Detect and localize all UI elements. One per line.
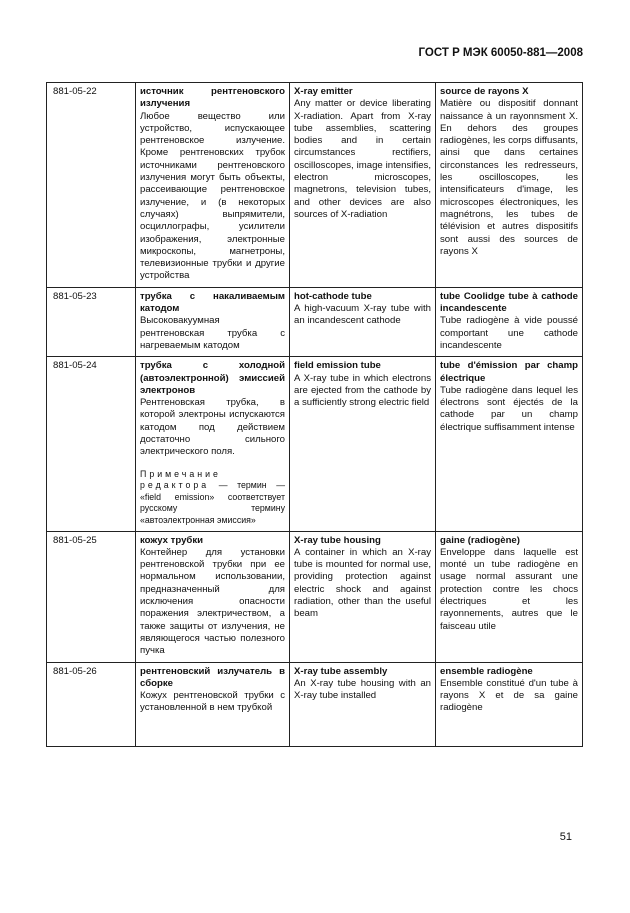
table-row <box>47 531 583 662</box>
editor-note-text: — термин — «field emission» соответствует русскому термину «автоэлектронная эмиссия» <box>140 480 285 525</box>
russian-term: кожух трубки <box>140 534 204 546</box>
english-term: X-ray tube housing <box>294 534 381 546</box>
page-number: 51 <box>559 831 572 843</box>
english-definition: An X-ray tube housing with an X-ray tube installed <box>294 677 431 702</box>
standard-designation: ГОСТ Р МЭК 60050-881—2008 <box>418 47 583 59</box>
english-definition: A X-ray tube in which electrons are ejected from the cathode by a sufficiently strong electric field <box>294 372 431 409</box>
english-definition: Any matter or device liberating X-radiation. Apart from X-ray tube assemblies, scattering bodies and in certain circumstances rectifiers, oscilloscopes, image intensifies, electron microscopes, magnetrons, television tubes, and other devices are also sources of X-radiation <box>294 98 431 220</box>
russian-term: рентгеновский излучатель в сборке <box>140 665 285 689</box>
entry-number: 881-05-22 <box>47 83 136 288</box>
terms-table <box>46 82 583 747</box>
french-term: ensemble radiogène <box>440 665 533 677</box>
english-cell <box>290 662 436 746</box>
russian-cell <box>136 531 290 662</box>
table-row <box>47 662 583 746</box>
french-term: source de rayons X <box>440 86 529 97</box>
french-term: tube Coolidge tube à cathode incandescente <box>440 290 578 315</box>
editor-note-label: Примечание редактора <box>140 468 221 491</box>
french-cell <box>436 662 583 746</box>
russian-cell <box>136 83 290 288</box>
russian-definition: Любое вещество или устройство, испускающее рентгеновское излучение. Кроме рентгеновских трубок источниками рентгеновского излучения могут быть объекты, рассеивающие рентгеновское излучение, и (в некоторых случаях) выпрямители, осциллографы, усилители изображения, электронные микроскопы, магнетроны, телевизионные трубки и другие устройства <box>140 110 285 282</box>
french-cell <box>436 531 583 662</box>
french-cell <box>436 357 583 531</box>
russian-term: источник рентгеновского излучения <box>140 86 285 110</box>
russian-cell <box>136 357 290 531</box>
french-definition: Tube radiogène dans lequel les électrons sont éjectés de la cathode par un champ électrique suffisamment intense <box>440 384 578 433</box>
russian-cell <box>136 662 290 746</box>
entry-number: 881-05-24 <box>47 357 136 531</box>
editor-note <box>140 469 285 527</box>
entry-number: 881-05-26 <box>47 662 136 746</box>
french-definition: Matière ou dispositif donnant naissance à un rayonnsment X. En dehors des groupes radiogènes, les corps diffusants, ainsi que dans certaines circonstances les redresseurs, les oscilloscopes, les intensificateurs d'image, les microscopes électroniques, les magnétrons, les tubes de télévision et autres dispositifs sont aussi des sources de rayons X <box>440 98 578 257</box>
english-cell <box>290 357 436 531</box>
table-row <box>47 287 583 356</box>
french-cell <box>436 83 583 288</box>
entry-number: 881-05-23 <box>47 287 136 356</box>
russian-definition: Рентгеновская трубка, в которой электроны испускаются катодом под действием достаточно сильного электрического поля. <box>140 397 285 458</box>
english-definition: A container in which an X-ray tube is mounted for normal use, providing protection against electric shock and against radiation, other than the useful beam <box>294 546 431 620</box>
french-cell <box>436 287 583 356</box>
french-term: tube d'émission par champ électrique <box>440 360 578 384</box>
english-term: hot-cathode tube <box>294 290 372 302</box>
french-definition: Enveloppe dans laquelle est monté un tube radiogène en usage normal assurant une protection contre les chocs électriques et les rayonnements, autres que le faisceau utile <box>440 546 578 632</box>
entry-number: 881-05-25 <box>47 531 136 662</box>
russian-term: трубка с холодной (автоэлектронной) эмиссией электронов <box>140 360 285 396</box>
english-term: field emission tube <box>294 360 381 372</box>
russian-definition: Кожух рентгеновской трубки с установленной в нем трубкой <box>140 690 285 714</box>
russian-definition: Высоковакуумная рентгеновская трубка с нагреваемым катодом <box>140 315 285 351</box>
french-definition: Ensemble constitué d'un tube à rayons X et de sa gaine radiogène <box>440 677 578 714</box>
english-cell <box>290 531 436 662</box>
russian-term: трубка с накаливаемым катодом <box>140 290 285 315</box>
french-definition: Tube radiogène à vide poussé comportant une cathode incandescente <box>440 315 578 351</box>
english-cell <box>290 287 436 356</box>
table-row <box>47 357 583 531</box>
english-term: X-ray emitter <box>294 86 353 97</box>
english-term: X-ray tube assembly <box>294 665 388 677</box>
english-cell <box>290 83 436 288</box>
table-row <box>47 83 583 288</box>
english-definition: A high-vacuum X-ray tube with an incandescent cathode <box>294 303 431 327</box>
russian-definition: Контейнер для установки рентгеновской трубки при ее нормальном использовании, предназначенный для исключения опасности поражения электричеством, а также защиты от излучения, не являющегося частью полезного пучка <box>140 546 285 657</box>
french-term: gaine (radiogène) <box>440 534 520 546</box>
russian-cell <box>136 287 290 356</box>
